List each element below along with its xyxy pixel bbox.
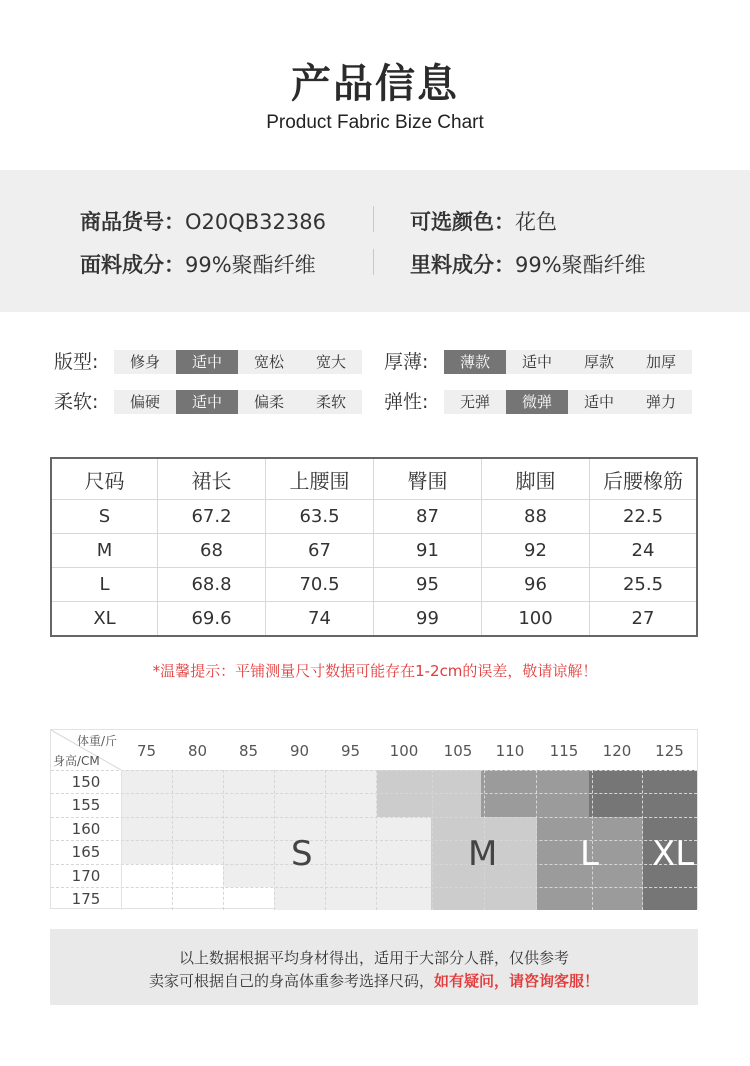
table-header-cell: 臀围 [374,459,482,499]
softness-option: 柔软 [300,390,362,414]
table-cell: 24 [631,540,655,561]
table-cell: 63.5 [266,500,374,533]
item-number-label: 商品货号： [80,210,185,234]
grid-line [51,770,697,771]
table-header-cell: 上腰围 [266,459,374,499]
size-s-label: S [291,834,313,874]
product-info-panel [0,170,750,312]
softness-option-selected: 适中 [176,390,238,414]
table-header-row [52,459,696,499]
weight-header: 95 [340,742,361,760]
contact-service-hint: 如有疑问，请咨询客服！ [434,972,600,990]
reference-note-line-1: 以上数据根据平均身材得出，适用于大部分人群，仅供参考 [178,949,569,967]
table-header-cell: 裙长 [158,459,266,499]
elasticity-option: 弹力 [630,390,692,414]
table-cell: 99 [374,602,482,635]
size-l-label: L [580,834,599,874]
weight-axis-label: 体重/斤 [77,734,118,748]
softness-option: 偏硬 [114,390,176,414]
item-number [80,206,326,236]
fit-option: 修身 [114,350,176,374]
grid-line [51,793,697,794]
fit-option: 宽大 [300,350,362,374]
table-cell: 68.8 [158,568,266,601]
grid-line [51,840,697,841]
weight-header: 85 [238,742,259,760]
table-cell: 25.5 [622,574,664,595]
table-cell: 22.5 [622,506,664,527]
reference-note-line-2 [50,970,698,991]
table-row [52,568,696,601]
weight-header: 110 [495,742,525,760]
reference-note-box [50,929,698,1005]
table-cell: XL [52,602,158,635]
table-cell: 67.2 [158,500,266,533]
elasticity-option: 适中 [568,390,630,414]
table-header-cell: 脚围 [482,459,590,499]
table-cell: S [52,500,158,533]
table-row [52,602,696,635]
table-cell: 67 [266,534,374,567]
size-m-label: M [468,834,498,874]
page-title: 产品信息 [291,61,459,107]
height-row-label: 170 [71,867,101,885]
weight-header: 100 [389,742,419,760]
grid-line [51,887,697,888]
table-header-cell: 尺码 [52,459,158,499]
table-cell: 69.6 [158,602,266,635]
lining-value: 99%聚酯纤维 [515,253,646,277]
thickness-label: 厚薄: [384,351,429,373]
color-info [410,206,557,236]
size-table [50,457,698,637]
fit-option-selected: 适中 [176,350,238,374]
fabric-value: 99%聚酯纤维 [185,253,316,277]
lining-label: 里料成分： [410,253,515,277]
grid-line [51,817,697,818]
table-cell: 70.5 [266,568,374,601]
elasticity-label: 弹性: [384,391,429,413]
height-row-label: 165 [71,843,101,861]
table-cell: 74 [266,602,374,635]
elasticity-option: 无弹 [444,390,506,414]
softness-label: 柔软: [54,391,99,413]
table-cell: 92 [482,534,590,567]
table-cell: 91 [374,534,482,567]
elasticity-option-selected: 微弹 [506,390,568,414]
weight-header: 75 [136,742,157,760]
table-cell: 95 [374,568,482,601]
table-cell: 100 [482,602,590,635]
weight-header: 90 [289,742,310,760]
thickness-option: 厚款 [568,350,630,374]
height-axis-label: 身高/CM [53,754,100,768]
weight-header: 80 [187,742,208,760]
weight-header: 125 [655,742,684,760]
weight-header: 115 [549,742,579,760]
table-cell: M [52,534,158,567]
grid-line [121,770,122,910]
softness-option: 偏柔 [238,390,300,414]
fit-option: 宽松 [238,350,300,374]
table-cell: 87 [374,500,482,533]
color-value: 花色 [515,210,557,234]
height-row-label: 160 [71,820,101,838]
weight-header: 105 [443,742,473,760]
lining-info [410,249,646,279]
grid-line [51,864,697,865]
table-cell: 96 [482,568,590,601]
grid-corner [51,730,121,770]
size-recommendation-grid [50,729,698,909]
attr-row-1 [0,350,750,374]
info-divider [373,206,374,232]
table-row [52,534,696,567]
table-cell: L [52,568,158,601]
weight-header: 120 [602,742,632,760]
table-row [52,500,696,533]
fabric-label: 面料成分： [80,253,185,277]
info-divider [373,249,374,275]
item-number-value: O20QB32386 [185,210,326,234]
table-cell: 88 [482,500,590,533]
reference-note-text: 卖家可根据自己的身高体重参考选择尺码， [148,972,434,990]
height-row-label: 155 [71,796,101,814]
height-row-label: 175 [71,890,101,908]
table-header-cell: 后腰橡筋 [603,468,683,493]
page-subtitle: Product Fabric Bize Chart [266,112,484,133]
fabric-info [80,249,316,279]
size-xl-label: XL [652,834,695,874]
thickness-option: 适中 [506,350,568,374]
attr-row-2 [0,390,750,414]
page-header [0,0,750,170]
table-cell: 68 [158,534,266,567]
thickness-option-selected: 薄款 [444,350,506,374]
color-label: 可选颜色： [410,210,515,234]
measurement-note: *温馨提示：平铺测量尺寸数据可能存在1-2cm的误差，敬请谅解！ [152,662,598,680]
table-cell: 27 [631,608,655,629]
height-row-label: 150 [71,773,101,791]
fit-label: 版型: [54,351,99,373]
thickness-option: 加厚 [630,350,692,374]
